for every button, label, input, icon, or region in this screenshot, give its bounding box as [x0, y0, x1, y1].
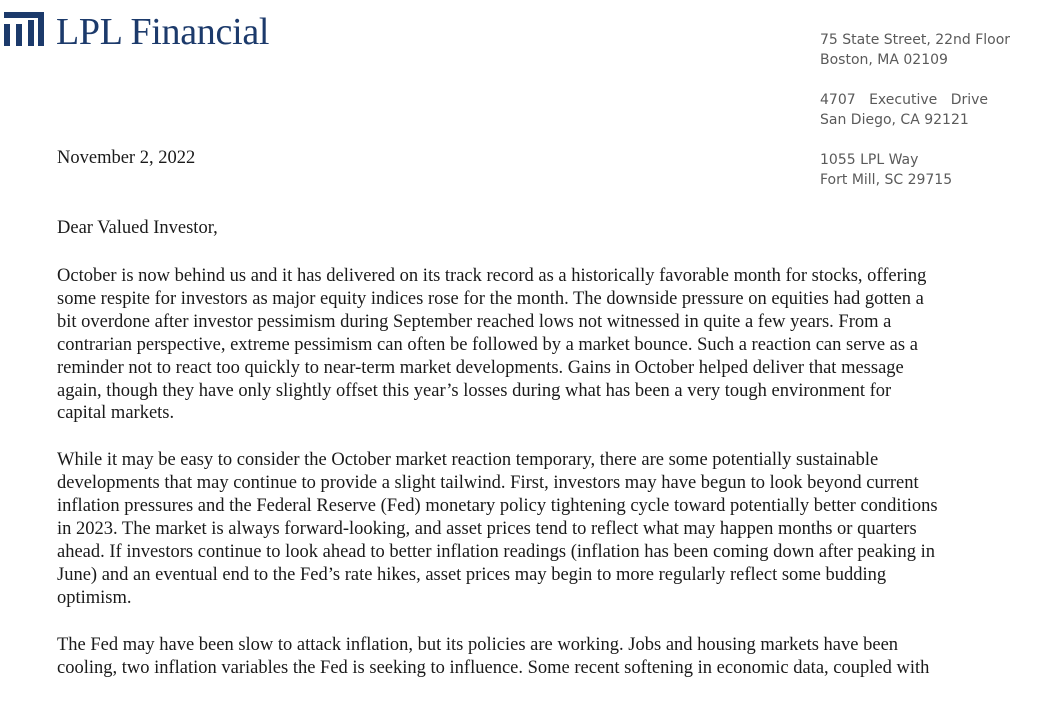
- paragraph-line: again, though they have only slightly offset this year’s losses during what has been a very tough environment for: [57, 380, 892, 401]
- salutation: Dear Valued Investor,: [57, 218, 218, 238]
- paragraph-line: capital markets.: [57, 403, 175, 424]
- address-fort-mill: [820, 150, 1050, 190]
- paragraph-line: The Fed may have been slow to attack inflation, but its policies are working. Jobs and housing markets have been: [57, 634, 899, 655]
- paragraph-line: October is now behind us and it has delivered on its track record as a historically favorable month for stocks, offering: [57, 266, 927, 286]
- address-line: 1055 LPL Way: [820, 152, 919, 168]
- address-line: 4707 Executive Drive: [820, 92, 989, 108]
- address-line: Fort Mill, SC 29715: [820, 172, 953, 188]
- paragraph-2: [57, 449, 1017, 609]
- company-logo: [4, 12, 269, 52]
- lpl-logo-icon: [4, 12, 44, 46]
- letter-date: November 2, 2022: [57, 148, 196, 168]
- paragraph-line: June) and an eventual end to the Fed’s rate hikes, asset prices may begin to more regularly reflect some budding: [57, 564, 887, 585]
- address-boston: [820, 30, 1050, 70]
- paragraph-line: bit overdone after investor pessimism during September reached lows not witnessed in quite a few years. From a: [57, 311, 892, 332]
- paragraph-3: [57, 634, 1017, 680]
- paragraph-line: cooling, two inflation variables the Fed is seeking to influence. Some recent softening in economic data, coupled with: [57, 657, 930, 678]
- address-line: Boston, MA 02109: [820, 52, 948, 68]
- paragraph-line: ahead. If investors continue to look ahead to better inflation readings (inflation has been coming down after peaking in: [57, 541, 935, 562]
- paragraph-1: [57, 265, 1017, 425]
- logo-wordmark: LPL Financial: [56, 11, 270, 53]
- paragraph-line: While it may be easy to consider the October market reaction temporary, there are some potentially sustainable: [57, 450, 879, 471]
- paragraph-line: optimism.: [57, 587, 132, 608]
- paragraph-line: developments that may continue to provide a slight tailwind. First, investors may have begun to look beyond current: [57, 473, 919, 494]
- paragraph-line: contrarian perspective, extreme pessimism can often be followed by a market bounce. Such a reaction can serve as a: [57, 334, 918, 355]
- office-addresses: [820, 30, 1050, 210]
- address-line: 75 State Street, 22nd Floor: [820, 32, 1011, 48]
- paragraph-line: reminder not to react too quickly to near-term market developments. Gains in October helped deliver that message: [57, 357, 904, 378]
- letter-body: [57, 217, 1017, 704]
- paragraph-line: in 2023. The market is always forward-looking, and asset prices tend to reflect what may happen months or quarters: [57, 519, 917, 540]
- address-line: San Diego, CA 92121: [820, 112, 969, 128]
- paragraph-line: some respite for investors as major equity indices rose for the month. The downside pressure on equities had gotten a: [57, 288, 924, 309]
- address-san-diego: [820, 90, 1050, 130]
- paragraph-line: inflation pressures and the Federal Reserve (Fed) monetary policy tightening cycle toward potentially better conditions: [57, 496, 938, 517]
